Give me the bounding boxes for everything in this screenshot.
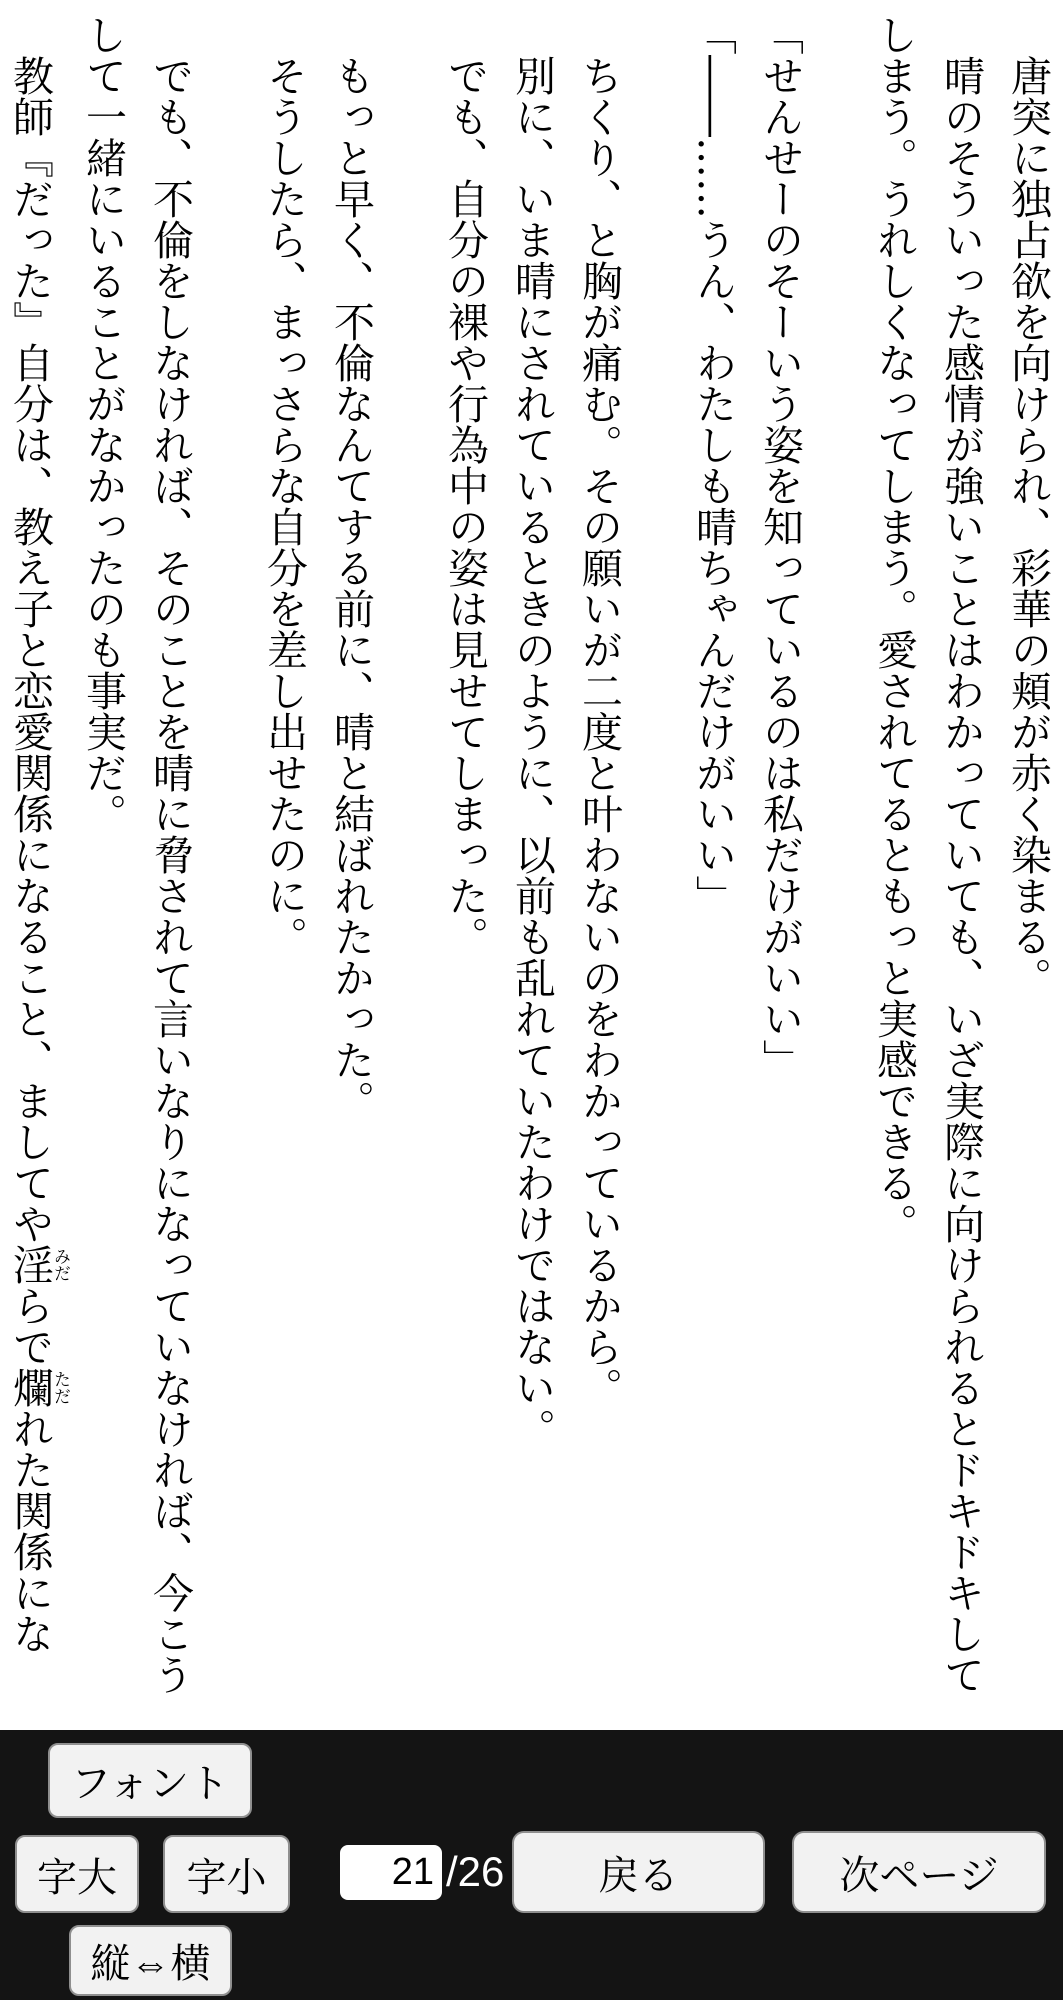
font-smaller-button[interactable]: 字小	[163, 1835, 290, 1913]
ruby-annotated-text: 淫みだ	[6, 1244, 70, 1285]
text-line: 「せんせーのそーいう姿を知っているのは私だけがいい」	[756, 14, 804, 1080]
ruby-annotated-text: 爛ただ	[6, 1367, 70, 1408]
text-line: でも、自分の裸や行為中の姿は見せてしまった。	[441, 14, 489, 957]
font-button[interactable]: フォント	[48, 1743, 252, 1818]
text-line: 晴のそういった感情が強いことはわかっていても、いざ実際に向けられるとドキドキしてしまう。うれしくなってしまう。愛されてるともっと実感できる。	[870, 14, 985, 1695]
font-larger-button[interactable]: 字大	[15, 1835, 139, 1913]
text-line: 教師『だった』自分は、教え子と恋愛関係になること、ましてや淫みだらで爛ただれた関係にな	[6, 14, 70, 1654]
text-line: 「――……うん、わたしも晴ちゃんだけがいい」	[689, 14, 737, 916]
text-line: そうしたら、まっさらな自分を差し出せたのに。	[260, 14, 308, 957]
orientation-toggle-button[interactable]: 縦⇔横	[69, 1925, 232, 1996]
next-page-button[interactable]: 次ページ	[792, 1831, 1046, 1913]
text-line: ちくり、と胸が痛む。その願いが二度と叶わないのをわかっているから。	[575, 14, 623, 1408]
text-line: もっと早く、不倫なんてする前に、晴と結ばれたかった。	[327, 14, 375, 1121]
text-line: 唐突に独占欲を向けられ、彩華の頬が赤く染まる。	[1004, 14, 1052, 998]
back-button[interactable]: 戻る	[512, 1831, 765, 1913]
reader-toolbar	[0, 1730, 1063, 2000]
text-line: 別に、いま晴にされているときのように、以前も乱れていたわけではない。	[508, 14, 556, 1449]
page-total-label: /26	[446, 1848, 505, 1895]
text-line: でも、不倫をしなければ、そのことを晴に脅されて言いなりになっていなければ、今こうして一緒にいることがなかったのも事実だ。	[79, 14, 194, 1695]
page-number-input[interactable]	[340, 1845, 442, 1900]
